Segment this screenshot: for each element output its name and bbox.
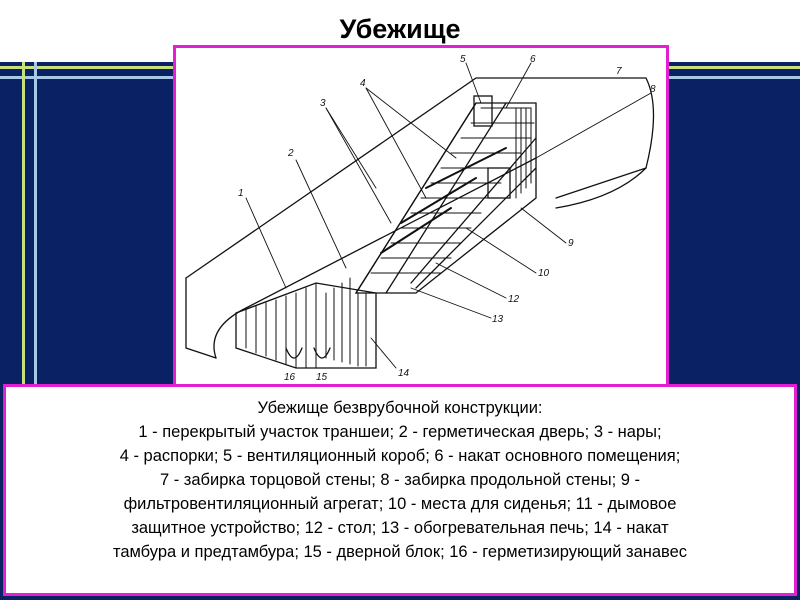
leader-lines (246, 63, 651, 368)
callout-7: 7 (616, 66, 622, 77)
accent-line-vertical-2 (34, 62, 37, 384)
caption-line: 7 - забирка торцовой стены; 8 - забирка продольной стены; 9 - (159, 471, 641, 489)
caption-line: защитное устройство; 12 - стол; 13 - обогревательная печь; 14 - накат (131, 519, 669, 537)
caption-line: 4 - распорки; 5 - вентиляционный короб; 6 - накат основного помещения; (119, 447, 681, 465)
shelter-structure (236, 96, 536, 368)
shelter-diagram (176, 48, 666, 385)
caption-line: Убежище безврубочной конструкции: (257, 399, 543, 417)
callout-10: 10 (538, 268, 550, 279)
callout-4: 4 (360, 78, 366, 89)
accent-line-vertical-1 (22, 62, 25, 384)
callout-8: 8 (650, 84, 656, 95)
callout-2: 2 (288, 148, 294, 159)
callout-12: 12 (508, 294, 520, 305)
callout-15: 15 (316, 372, 328, 383)
caption-line: 1 - перекрытый участок траншеи; 2 - герметическая дверь; 3 - нары; (138, 423, 662, 441)
slide-title: Убежище (339, 14, 461, 44)
callout-5: 5 (460, 54, 466, 65)
callout-3: 3 (320, 98, 326, 109)
callout-labels (238, 54, 656, 383)
diagram-frame (173, 45, 669, 388)
callout-6: 6 (530, 54, 536, 65)
callout-14: 14 (398, 368, 410, 379)
caption-line: тамбура и предтамбура; 15 - дверной блок; 16 - герметизирующий занавес (112, 543, 688, 561)
callout-9: 9 (568, 238, 574, 249)
callout-1: 1 (238, 188, 244, 199)
caption-box (3, 384, 797, 596)
callout-13: 13 (492, 314, 504, 325)
caption-line: фильтровентиляционный агрегат; 10 - места для сиденья; 11 - дымовое (123, 495, 677, 513)
callout-16: 16 (284, 372, 296, 383)
